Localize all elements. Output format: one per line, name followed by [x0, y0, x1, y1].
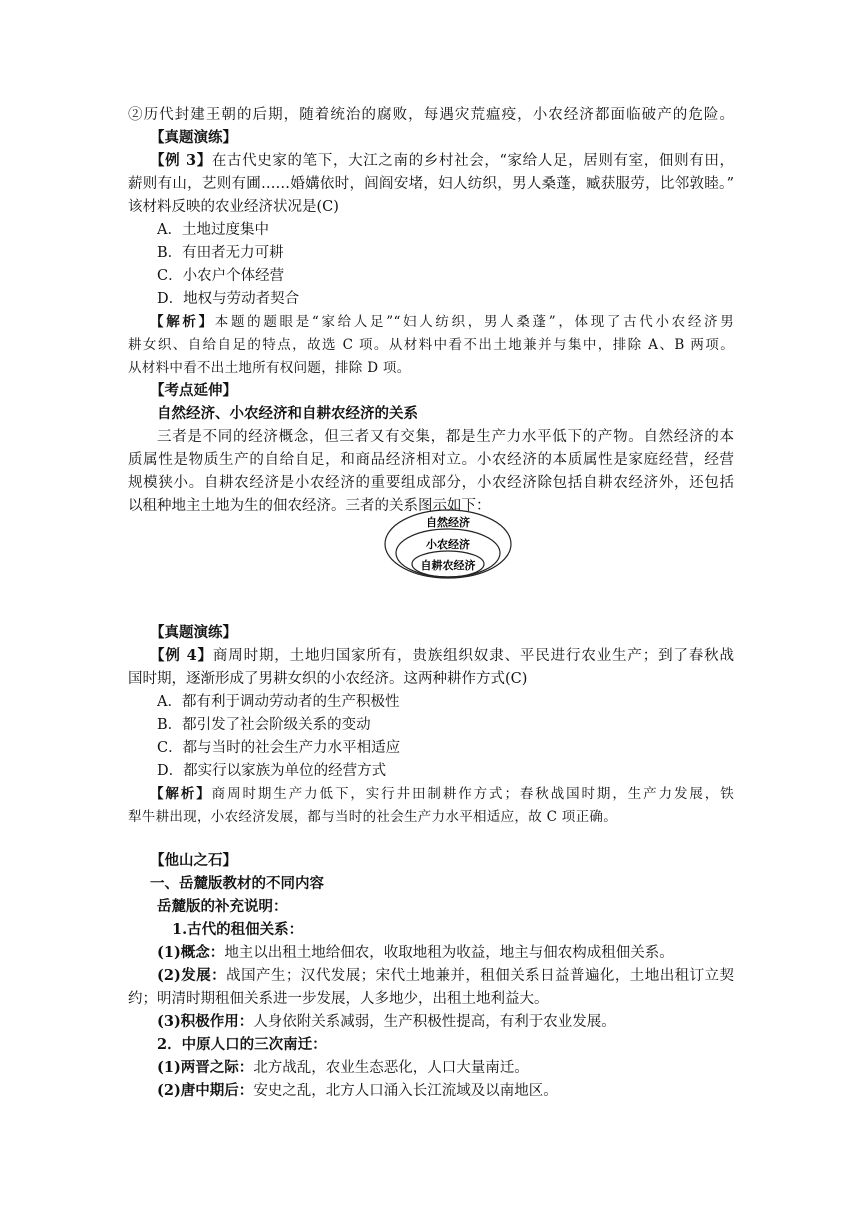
option-b: B．都引发了社会阶级关系的变动 [157, 717, 371, 733]
paragraph-line: 规模狭小。自耕农经济是小农经济的重要组成部分，小农经济除包括自耕农经济外，还包括 [128, 475, 734, 491]
option-d: D．地权与劳动者契合 [157, 291, 300, 307]
example-line [128, 150, 734, 172]
option-b: B．有田者无力可耕 [157, 245, 284, 261]
item-line [157, 1057, 529, 1079]
item-text: 战国产生；汉代发展；宋代土地兼并，租佃关系日益普遍化，土地出租订立契 [226, 968, 735, 984]
analysis-text: 本题的题眼是“家给人足”“妇人纺织，男人桑蓬”，体现了古代小农经济男 [214, 314, 735, 330]
nested-ellipse-diagram [380, 506, 516, 582]
middle-label: 小农经济 [426, 538, 470, 551]
item-line: 约；明清时期租佃关系进一步发展，人多地少，出租土地利益大。 [128, 991, 549, 1007]
analysis-label: 【解析】 [150, 786, 212, 802]
example-label: 【例 3】 [150, 152, 212, 169]
paragraph-line: 以租种地主土地为生的佃农经济。三者的关系图示如下： [128, 498, 491, 514]
item-label: (3)积极作用： [157, 1013, 254, 1030]
item-text: 北方战乱，农业生态恶化，人口大量南迁。 [253, 1060, 529, 1076]
subsection-title: 岳麓版的补充说明： [157, 898, 288, 915]
item-label: (1)两晋之际： [157, 1059, 254, 1076]
analysis-line: 耕女织、自给自足的特点，故选 C 项。从材料中看不出土地兼并与集中，排除 A、B 两项。 [128, 337, 734, 353]
item-label: (2)唐中期后： [157, 1082, 254, 1099]
analysis-line: 从材料中看不出土地所有权问题，排除 D 项。 [128, 360, 411, 376]
example-text: 商周时期，土地归国家所有，贵族组织奴隶、平民进行农业生产；到了春秋战 [212, 648, 735, 664]
item-label: (2)发展： [157, 967, 227, 984]
item-label: (1)概念： [157, 944, 225, 961]
analysis-text: 商周时期生产力低下，实行井田制耕作方式；春秋战国时期，生产力发展，铁 [211, 786, 735, 802]
item-line [128, 965, 734, 987]
option-a: A．土地过度集中 [157, 222, 269, 238]
section-heading: 【他山之石】 [150, 852, 237, 869]
item-line [157, 1080, 558, 1102]
option-c: C．都与当时的社会生产力水平相适应 [157, 740, 401, 756]
item-line [157, 1011, 616, 1033]
analysis-label: 【解析】 [150, 314, 215, 330]
example-line [128, 645, 734, 667]
section-heading: 【真题演练】 [150, 624, 237, 641]
subsection-title: 一、岳麓版教材的不同内容 [150, 875, 324, 892]
section-heading: 【真题演练】 [150, 129, 237, 146]
inner-label: 自耕农经济 [420, 559, 476, 572]
item-heading: 2．中原人口的三次南迁： [157, 1036, 327, 1053]
example-text: 在古代史家的笔下，大江之南的乡村社会，“家给人足，居则有室，佃则有田， [211, 153, 734, 169]
paragraph-line: 质属性是物质生产的自给自足，和商品经济相对立。小农经济的本质属性是家庭经营，经营 [128, 452, 734, 468]
item-text: 地主以出租土地给佃农，收取地租为收益，地主与佃农构成租佃关系。 [224, 945, 674, 961]
item-text: 人身依附关系减弱，生产积极性提高，有利于农业发展。 [253, 1014, 616, 1030]
option-d: D．都实行以家族为单位的经营方式 [157, 763, 387, 779]
example-line: 薪则有山，艺则有圃……婚媾依时，闾阎安堵，妇人纺织，男人桑蓬，臧获服劳，比邻敦睦。” [128, 176, 734, 192]
paragraph-line: 三者是不同的经济概念，但三者又有交集，都是生产力水平低下的产物。自然经济的本 [157, 429, 734, 445]
example-line: 该材料反映的农业经济状况是(C) [128, 199, 339, 215]
outer-label: 自然经济 [426, 516, 470, 529]
analysis-line [128, 311, 734, 333]
item-line [157, 942, 674, 964]
example-line: 国时期，逐渐形成了男耕女织的小农经济。这两种耕作方式(C) [128, 671, 528, 687]
option-a: A．都有利于调动劳动者的生产积极性 [157, 694, 400, 710]
analysis-line [128, 783, 734, 805]
subsection-title: 自然经济、小农经济和自耕农经济的关系 [157, 405, 418, 422]
analysis-line: 犁牛耕出现，小农经济发展，都与当时的社会生产力水平相适应，故 C 项正确。 [128, 809, 618, 825]
option-c: C．小农户个体经营 [157, 268, 285, 284]
item-text: 安史之乱，北方人口涌入长江流域及以南地区。 [253, 1083, 558, 1099]
example-label: 【例 4】 [150, 647, 213, 664]
paragraph-line: ②历代封建王朝的后期，随着统治的腐败，每遇灾荒瘟疫，小农经济都面临破产的危险。 [128, 107, 734, 123]
item-heading: 1.古代的租佃关系： [172, 921, 304, 938]
section-heading: 【考点延伸】 [150, 382, 237, 399]
